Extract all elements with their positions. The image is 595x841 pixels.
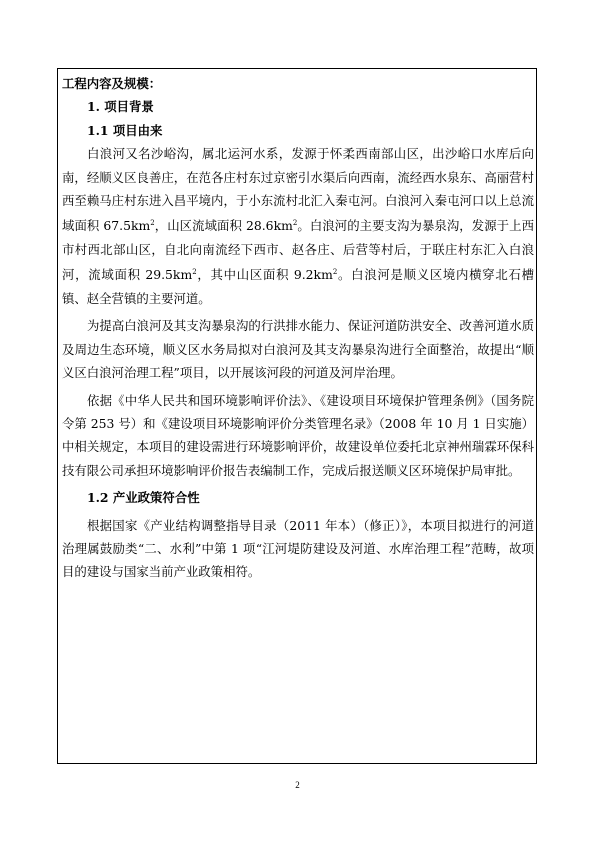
paragraph-policy-compliance: 根据国家《产业结构调整指导目录（2011 年本）（修正）》，本项目拟进行的河道治理属鼓励类“二、水利”中第 1 项“江河堤防建设及河道、水库治理工程”范畴，故项目的建设与国家当前产业政策相符。 xyxy=(62,517,534,580)
heading-industrial-policy: 1.2 产业政策符合性 xyxy=(87,490,200,506)
paragraph-legal-basis: 依据《中华人民共和国环境影响评价法》、《建设项目环境保护管理条例》（国务院令第 253 号）和《建设项目环境影响评价分类管理名录》（2008 年 10 月 1 日实施）中相关规定，本项目的建设需进行环境影响评价，故建设单位委托北京神州瑞霖环保科技有限公司承担环境影响评价报告表编制工作，完成后报送顺义区环境保护局审批。 xyxy=(62,392,534,478)
document-body xyxy=(62,72,534,584)
heading-project-background: 1. 项目背景 xyxy=(87,99,154,115)
paragraph-river-description: 白浪河又名沙峪沟，属北运河水系，发源于怀柔西南部山区，出沙峪口水库后向南，经顺义区良善庄，在范各庄村东过京密引水渠后向西南，流经西水泉东、高丽营村西至赖马庄村东进入昌平境内，于小东流村北汇入秦屯河。白浪河入秦屯河口以上总流域面积 $67.5km^2$，山区流域面积 $28.6km^2$。白浪河的主要支沟为暴泉沟，发源于上西市村西北部山区，自北向南流经下西市、赵各庄、后营等村后，于联庄村东汇入白浪河，流域面积 $29.5km^2$，其中山区面积 $9.2km^2$。白浪河是顺义区境内横穿北石槽镇、赵全营镇的主要河道。 xyxy=(62,146,535,306)
paragraph-project-purpose: 为提高白浪河及其支沟暴泉沟的行洪排水能力、保证河道防洪安全、改善河道水质及周边生态环境，顺义区水务局拟对白浪河及其支沟暴泉沟进行全面整治，故提出“顺义区白浪河治理工程”项目，以开展该河段的河道及河岸治理。 xyxy=(62,318,534,381)
page-number: 2 xyxy=(295,780,300,790)
heading-project-origin: 1.1 项目由来 xyxy=(87,122,163,138)
section-title: 工程内容及规模： xyxy=(62,76,162,91)
